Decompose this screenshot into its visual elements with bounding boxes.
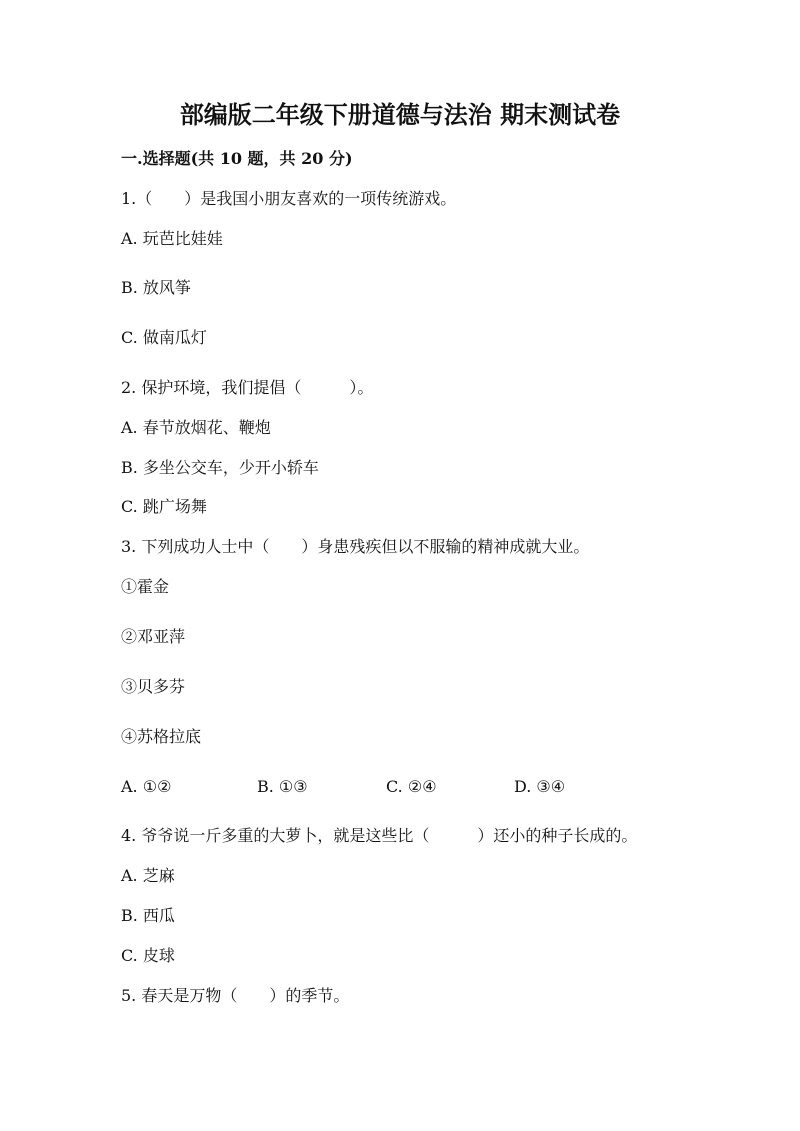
question-3-option-a: A. ①② — [121, 777, 172, 796]
question-2-stem: 2. 保护环境，我们提倡（ ）。 — [121, 378, 374, 397]
question-4-stem: 4. 爷爷说一斤多重的大萝卜，就是这些比（ ）还小的种子长成的。 — [121, 826, 638, 845]
question-3-option-d: D. ③④ — [514, 777, 566, 796]
section-heading: 一.选择题(共 10 题，共 20 分) — [121, 149, 353, 168]
question-3-stem: 3. 下列成功人士中（ ）身患残疾但以不服输的精神成就大业。 — [121, 537, 590, 556]
question-5-stem: 5. 春天是万物（ ）的季节。 — [121, 986, 350, 1005]
question-3-item-1: ①霍金 — [121, 577, 170, 596]
question-4-option-b: B. 西瓜 — [121, 906, 175, 925]
question-1-option-a: A. 玩芭比娃娃 — [121, 229, 223, 248]
question-2-option-c: C. 跳广场舞 — [121, 497, 207, 516]
question-3-option-c: C. ②④ — [386, 777, 437, 796]
question-1-option-b: B. 放风筝 — [121, 278, 191, 297]
question-4-option-a: A. 芝麻 — [121, 866, 175, 885]
question-3-option-b: B. ①③ — [257, 777, 308, 796]
question-2-option-b: B. 多坐公交车，少开小轿车 — [121, 458, 319, 477]
question-1-stem: 1.（ ）是我国小朋友喜欢的一项传统游戏。 — [121, 189, 457, 208]
question-3-item-3: ③贝多芬 — [121, 677, 186, 696]
question-3-item-2: ②邓亚萍 — [121, 627, 186, 646]
question-1-option-c: C. 做南瓜灯 — [121, 328, 207, 347]
page-title: 部编版二年级下册道德与法治 期末测试卷 — [179, 100, 621, 129]
question-3-item-4: ④苏格拉底 — [121, 727, 202, 746]
question-2-option-a: A. 春节放烟花、鞭炮 — [121, 418, 271, 437]
question-4-option-c: C. 皮球 — [121, 946, 175, 965]
